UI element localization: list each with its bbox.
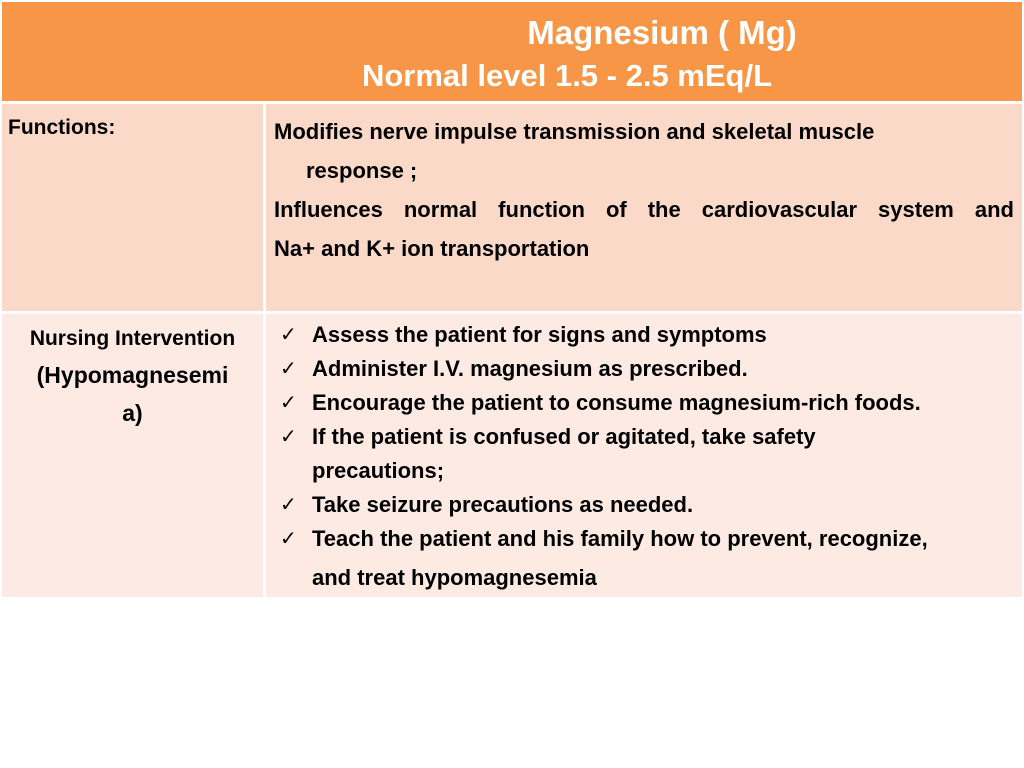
list-item — [274, 488, 1014, 522]
list-item-text: Teach the patient and his family how to prevent, recognize, — [312, 526, 928, 551]
checkmark-icon: ✓ — [280, 358, 297, 380]
nursing-condition-cont: a) — [122, 400, 143, 426]
list-item-text: If the patient is confused or agitated, take safety — [312, 424, 816, 449]
list-item — [274, 318, 1014, 352]
functions-label: Functions: — [2, 104, 266, 311]
list-item-cont: precautions; — [312, 458, 445, 483]
list-item-text: Administer I.V. magnesium as prescribed. — [312, 356, 748, 381]
functions-row — [2, 104, 1022, 314]
list-item — [274, 386, 1014, 420]
checkmark-icon: ✓ — [280, 494, 297, 516]
nursing-label-cell — [2, 314, 266, 597]
header-normal-level: Normal level 1.5 - 2.5 mEq/L — [361, 58, 773, 93]
functions-line: Na+ and K+ ion transportation — [274, 236, 590, 261]
functions-content — [266, 104, 1022, 311]
functions-line: Modifies nerve impulse transmission and skeletal muscle — [274, 119, 875, 144]
list-item-text: Assess the patient for signs and symptoms — [312, 322, 767, 347]
functions-line: Influences normal function of the cardiovascular system and — [274, 197, 1014, 222]
nursing-content — [266, 314, 1022, 597]
nursing-row — [2, 314, 1022, 600]
nursing-condition: (Hypomagnesemi — [36, 362, 229, 388]
list-item-text: Take seizure precautions as needed. — [312, 492, 694, 517]
checkmark-icon: ✓ — [280, 392, 297, 414]
list-item — [274, 352, 1014, 386]
intervention-list — [274, 318, 1014, 600]
checkmark-icon: ✓ — [280, 426, 297, 448]
checkmark-icon: ✓ — [280, 324, 297, 346]
list-item — [274, 522, 1014, 600]
table-header — [2, 2, 1022, 104]
list-item — [274, 420, 1014, 488]
functions-line: response ; — [306, 158, 418, 183]
header-title: Magnesium ( Mg) — [527, 14, 797, 51]
list-item-text: Encourage the patient to consume magnesium-rich foods. — [312, 390, 921, 415]
magnesium-table — [2, 2, 1022, 600]
checkmark-icon: ✓ — [280, 528, 297, 550]
nursing-label: Nursing Intervention — [29, 327, 236, 350]
list-item-cont: and treat hypomagnesemia — [312, 565, 597, 590]
